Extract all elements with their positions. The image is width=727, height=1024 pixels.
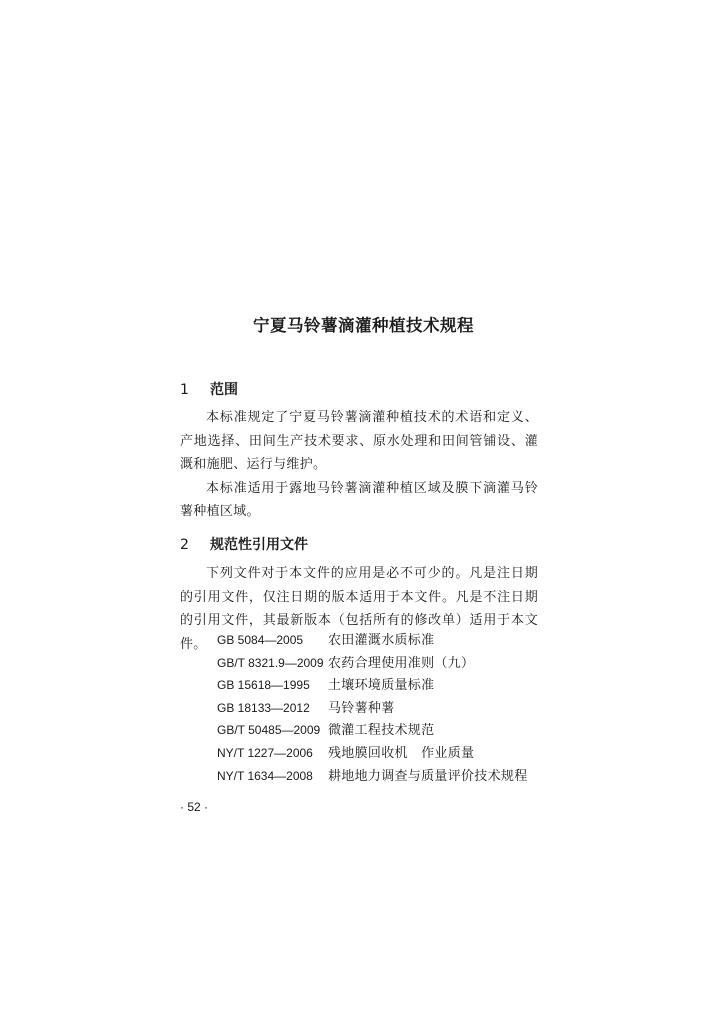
list-item (217, 741, 528, 764)
reference-code: GB 15618—1995 (217, 678, 310, 693)
reference-name: 马铃薯种薯 (328, 700, 395, 716)
reference-code: NY/T 1634—2008 (217, 768, 313, 783)
reference-code: GB 18133—2012 (217, 700, 310, 715)
list-item (217, 628, 528, 651)
reference-name: 农田灌溉水质标准 (328, 633, 435, 648)
paragraph-scope-2: 本标准适用于露地马铃薯滴灌种植区域及膜下滴灌马铃薯种植区域。 (180, 480, 538, 519)
section-heading-normative-references (180, 534, 308, 554)
reference-code: GB/T 50485—2009 (217, 723, 321, 738)
reference-name: 农药合理使用准则（九） (328, 655, 475, 671)
reference-code: GB 5084—2005 (217, 633, 304, 647)
paragraph-references-intro: 下列文件对于本文件的应用是必不可少的。凡是注日期的引用文件，仅注日期的版本适用于本文件。凡是不注日期的引用文件，其最新版本（包括所有的修改单）适用于本文件。 (180, 566, 538, 652)
reference-list (217, 628, 528, 786)
reference-code: GB/T 8321.9—2009 (217, 655, 324, 670)
section-title: 规范性引用文件 (210, 537, 308, 553)
section-number: 2 (180, 537, 189, 553)
reference-code: NY/T 1227—2006 (217, 745, 313, 760)
reference-name: 土壤环境质量标准 (328, 678, 435, 694)
list-item (217, 673, 528, 696)
list-item (217, 718, 528, 741)
reference-name: 耕地地力调查与质量评价技术规程 (328, 768, 528, 784)
list-item (217, 764, 528, 787)
list-item (217, 696, 528, 719)
section-number: 1 (180, 382, 189, 398)
paragraph-scope-1: 本标准规定了宁夏马铃薯滴灌种植技术的术语和定义、产地选择、田间生产技术要求、原水处理和田间管铺设、灌溉和施肥、运行与维护。 (180, 410, 538, 472)
section-heading-scope (180, 379, 238, 399)
list-item (217, 651, 528, 674)
section-title: 范围 (210, 382, 238, 398)
page-number: · 52 · (180, 800, 209, 814)
reference-name: 微灌工程技术规范 (328, 723, 435, 739)
page-title: 宁夏马铃薯滴灌种植技术规程 (253, 316, 474, 335)
reference-name: 残地膜回收机 作业质量 (328, 745, 475, 761)
